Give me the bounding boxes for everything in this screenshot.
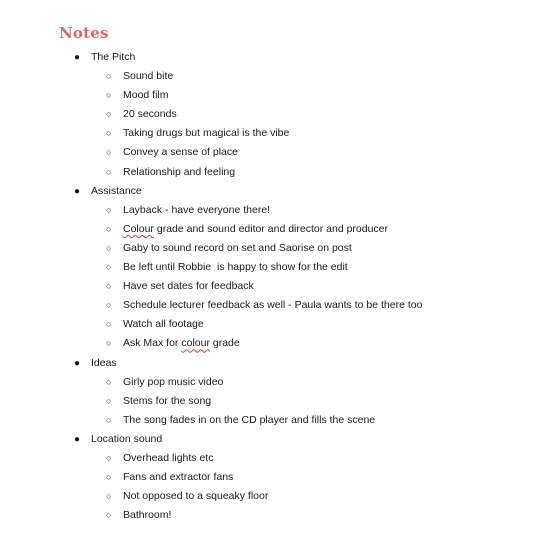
list-item-text: Bathroom!: [123, 509, 172, 522]
list-item-text: The song fades in on the CD player and fills the scene: [123, 413, 376, 426]
hollow-bullet-icon: ○: [106, 90, 112, 101]
section-heading: Location sound: [91, 432, 163, 445]
bullet-icon: ●: [74, 52, 81, 63]
hollow-bullet-icon: ○: [106, 71, 112, 82]
list-item: [0, 315, 540, 334]
list-item-text: Have set dates for feedback: [123, 280, 254, 293]
list-item: [0, 334, 540, 353]
hollow-bullet-icon: ○: [106, 109, 112, 120]
list-item: [0, 392, 540, 411]
list-item-text: 20 seconds: [123, 108, 177, 121]
list-item-text: Sound bite: [123, 70, 174, 83]
hollow-bullet-icon: ○: [106, 510, 112, 521]
hollow-bullet-icon: ○: [106, 319, 112, 330]
list-item: [0, 67, 540, 86]
hollow-bullet-icon: ○: [106, 166, 112, 177]
hollow-bullet-icon: ○: [106, 223, 112, 234]
list-item-text: Watch all footage: [123, 318, 204, 331]
list-item-text: Taking drugs but magical is the vibe: [123, 127, 290, 140]
list-item-text: Be left until Robbie is happy to show for the edit: [123, 261, 348, 274]
hollow-bullet-icon: ○: [106, 472, 112, 483]
list-item: [0, 143, 540, 162]
list-item: [0, 373, 540, 392]
list-item: [0, 258, 540, 277]
list-item-text: Fans and extractor fans: [123, 471, 234, 484]
hollow-bullet-icon: ○: [106, 262, 112, 273]
hollow-bullet-icon: ○: [106, 242, 112, 253]
list-item: [0, 163, 540, 182]
list-item-text: Not opposed to a squeaky floor: [123, 490, 269, 503]
hollow-bullet-icon: ○: [106, 300, 112, 311]
list-item: [0, 506, 540, 525]
list-item-text-start: Ask Max for: [123, 337, 182, 350]
list-item: [0, 86, 540, 105]
list-item: [0, 239, 540, 258]
list-item-text-rest: grade and sound editor and director and producer: [153, 222, 389, 235]
list-item: [0, 277, 540, 296]
list-item: [0, 449, 540, 468]
list-item-text: Schedule lecturer feedback as well - Paula wants to be there too: [123, 299, 423, 312]
list-item: [0, 220, 540, 239]
page-title: Notes: [59, 24, 109, 42]
section-heading: The Pitch: [91, 51, 136, 63]
bullet-icon: ●: [74, 357, 81, 369]
hollow-bullet-icon: ○: [106, 491, 112, 502]
section-heading: Ideas: [91, 356, 117, 369]
list-item: [0, 411, 540, 430]
spellcheck-word: colour: [181, 337, 210, 350]
list-item-ideas: [0, 354, 540, 373]
hollow-bullet-icon: ○: [106, 281, 112, 292]
list-item: [0, 468, 540, 487]
hollow-bullet-icon: ○: [106, 128, 112, 139]
hollow-bullet-icon: ○: [106, 452, 112, 463]
list-item-text: Overhead lights etc: [123, 451, 214, 464]
hollow-bullet-icon: ○: [106, 395, 112, 406]
list-item-text: Gaby to sound record on set and Saorise on post: [123, 241, 352, 254]
list-item-text: Stems for the song: [123, 394, 212, 407]
list-item-assistance: [0, 182, 540, 201]
list-item-text: Relationship and feeling: [123, 165, 236, 178]
list-item-text: Girly pop music video: [123, 375, 224, 388]
list-item-text: Layback - have everyone there!: [123, 203, 271, 216]
hollow-bullet-icon: ○: [106, 147, 112, 158]
list-item: [0, 124, 540, 143]
list-item-text: [123, 334, 240, 353]
list-item-text: Mood film: [123, 89, 169, 102]
list-item: [0, 487, 540, 506]
list-item-location-sound: [0, 430, 540, 449]
hollow-bullet-icon: ○: [106, 414, 112, 425]
spellcheck-word: Colour: [123, 222, 154, 235]
list-item: [0, 105, 540, 124]
list-item-the-pitch: [0, 48, 540, 67]
bullet-icon: ●: [74, 433, 81, 445]
notes-list: [0, 48, 540, 525]
hollow-bullet-icon: ○: [106, 204, 112, 215]
list-item-text: Convey a sense of place: [123, 146, 238, 159]
bullet-icon: ●: [74, 185, 81, 197]
list-item: [0, 201, 540, 220]
list-item-text-rest: grade: [209, 337, 240, 350]
hollow-bullet-icon: ○: [106, 376, 112, 387]
section-heading: Assistance: [91, 184, 142, 197]
hollow-bullet-icon: ○: [106, 338, 112, 349]
list-item: [0, 296, 540, 315]
list-item-text: [123, 220, 388, 239]
